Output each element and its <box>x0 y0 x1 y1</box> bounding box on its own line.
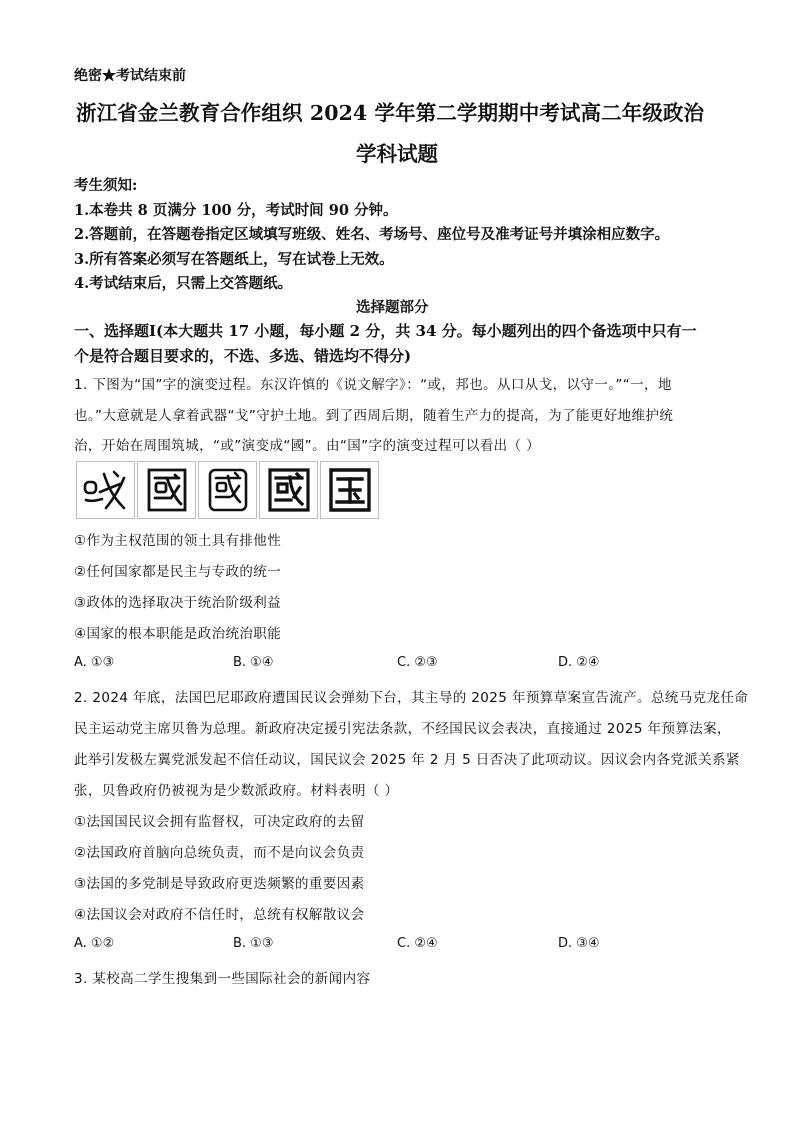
question-2-text: 张，贝鲁政府仍被视为是少数派政府。材料表明（ ） <box>74 783 399 799</box>
section-heading-line1: 一、选择题Ⅰ(本大题共 17 小题，每小题 2 分，共 34 分。每小题列出的四个备选项中只有一 <box>74 322 697 340</box>
question-3-text: 3. 某校高二学生搜集到一些国际社会的新闻内容 <box>74 971 371 987</box>
glyph-seal-guo <box>137 461 196 519</box>
q2-statement: ①法国国民议会拥有监督权，可决定政府的去留 <box>74 814 365 830</box>
part-title: 选择题部分 <box>356 299 429 316</box>
section-heading-line2: 个是符合题目要求的，不选、多选、错选均不得分) <box>74 347 412 365</box>
notice-item: 1.本卷共 8 页满分 100 分，考试时间 90 分钟。 <box>74 202 398 219</box>
q2-option-a: A. ①② <box>74 936 115 951</box>
q2-option-b: B. ①③ <box>233 936 274 951</box>
q1-option-c: C. ②③ <box>397 655 438 670</box>
notice-heading: 考生须知: <box>74 177 138 194</box>
notice-item: 2.答题前，在答题卷指定区域填写班级、姓名、考场号、座位号及准考证号并填涂相应数字。 <box>74 226 670 243</box>
q2-option-d: D. ③④ <box>558 936 600 951</box>
question-1-text: 1. 下图为“国”字的演变过程。东汉许慎的《说文解字》：“或，邦也。从口从戈，以守一。”“一，地 <box>74 377 672 393</box>
question-2-text: 此举引发极左翼党派发起不信任动议，国民议会 2025 年 2 月 5 日否决了此项动议。因议会内各党派关系紧 <box>74 752 740 768</box>
q1-statement: ①作为主权范围的领土具有排他性 <box>74 533 282 549</box>
exam-title-line1: 浙江省金兰教育合作组织 2024 学年第二学期期中考试高二年级政治 <box>76 101 705 125</box>
q1-option-b: B. ①④ <box>233 655 274 670</box>
question-2-text: 民主运动党主席贝鲁为总理。新政府决定援引宪法条款，不经国民议会表决，直接通过 2025 年预算法案， <box>74 721 731 737</box>
q1-statement: ④国家的根本职能是政治统治职能 <box>74 626 282 642</box>
q1-option-d: D. ②④ <box>558 655 600 670</box>
guo-evolution-figure <box>76 461 379 519</box>
q2-statement: ②法国政府首脑向总统负责，而不是向议会负责 <box>74 845 365 861</box>
q2-statement: ③法国的多党制是导致政府更迭频繁的重要因素 <box>74 876 365 892</box>
exam-title-line2: 学科试题 <box>356 142 438 166</box>
q1-statement: ③政体的选择取决于统治阶级利益 <box>74 595 282 611</box>
question-1-text: 也。”大意就是人拿着武器“戈”守护土地。到了西周后期，随着生产力的提高，为了能更好地维护统 <box>74 408 674 424</box>
glyph-small-seal-guo <box>198 461 257 519</box>
question-1-text: 治，开始在周围筑城，“或”演变成“國”。由“国”字的演变过程可以看出（ ） <box>74 438 541 454</box>
q2-statement: ④法国议会对政府不信任时，总统有权解散议会 <box>74 907 365 923</box>
notice-item: 3.所有答案必须写在答题纸上，写在试卷上无效。 <box>74 251 394 268</box>
q1-option-a: A. ①③ <box>74 655 115 670</box>
confidential-label: 绝密★考试结束前 <box>74 68 186 84</box>
q1-statement: ②任何国家都是民主与专政的统一 <box>74 564 282 580</box>
notice-item: 4.考试结束后，只需上交答题纸。 <box>74 275 293 292</box>
glyph-traditional-guo <box>259 461 318 519</box>
glyph-simplified-guo <box>320 461 379 519</box>
q2-option-c: C. ②④ <box>397 936 438 951</box>
question-2-text: 2. 2024 年底，法国巴尼耶政府遭国民议会弹劾下台，其主导的 2025 年预算草案宣告流产。总统马克龙任命 <box>74 690 749 706</box>
glyph-bronze-huo <box>76 461 135 519</box>
